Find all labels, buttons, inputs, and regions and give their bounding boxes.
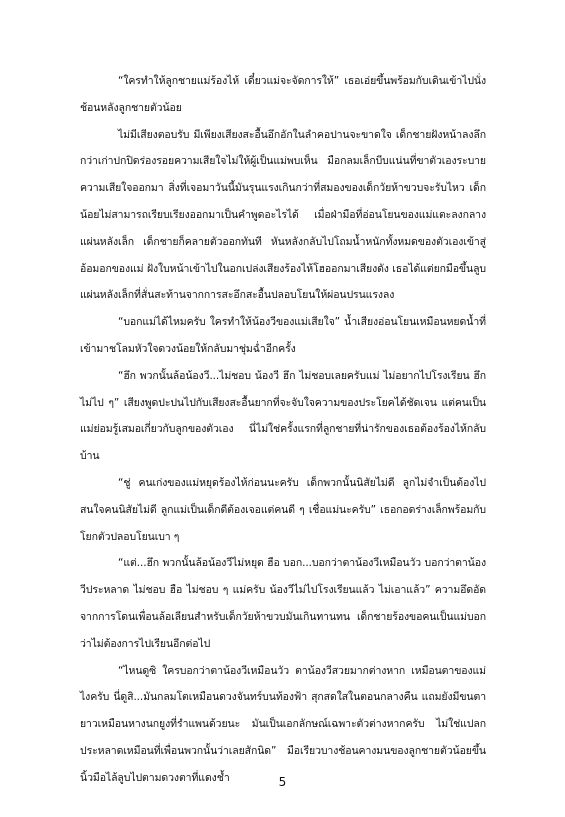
story-body: [80, 68, 486, 792]
paragraph: “ฮึก พวกนั้นล้อน้องวี...ไม่ชอบ น้องวี ฮึก ไม่ชอบเลยครับแม่ ไม่อยากไปโรงเรียน ฮึก ไม่ไป ๆ” เสียงพูดปะปนไปกับเสียงสะอื้นยากที่จะจับใจความของประโยคได้ชัดเจน แต่คนเป็นแม่ย่อมรู้เสมอเกี่ยวกับลูกของตัวเอง นี่ไม่ใช่ครั้งแรกที่ลูกชายที่น่ารักของเธอต้องร้องไห้กลับบ้าน: [80, 369, 486, 463]
paragraph: “แต่...ฮึก พวกนั้นล้อน้องวีไม่หยุด ฮือ บอก...บอกว่าตาน้องวีเหมือนวัว บอกว่าตาน้องวีประหลาด ไม่ชอบ ฮือ ไม่ชอบ ๆ แม่ครับ น้องวีไม่ไปโรงเรียนแล้ว ไม่เอาแล้ว” ความอึดอัดจากการโดนเพื่อนล้อเลียนสำหรับเด็กวัยห้าขวบมันเกินทานทน เด็กชายร้องขอคนเป็นแม่บอกว่าไม่ต้องการไปเรียนอีกต่อไป: [80, 557, 486, 650]
paragraph: ไม่มีเสียงตอบรับ มีเพียงเสียงสะอื้นอึกอักในลำคอปานจะขาดใจ เด็กชายฝังหน้าลงลึกกว่าเก่าปกปิดร่องรอยความเสียใจไม่ให้ผู้เป็นแม่พบเห็น มือกลมเล็กบีบแน่นที่ขาตัวเองระบายความเสียใจออกมา สิ่งที่เจอมาวันนี้มันรุนแรงเกินกว่าที่สมองของเด็กวัยห้าขวบจะรับไหว เด็กน้อยไม่สามารถเรียบเรียงออกมาเป็นคำพูดอะไรได้ เมื่อฝ่ามือที่อ่อนโยนของแม่แตะลงกลางแผ่นหลังเล็ก เด็กชายก็คลายตัวออกทันที หันหลังกลับไปโถมน้ำหนักทั้งหมดของตัวเองเข้าสู่อ้อมอกของแม่ ฝังใบหน้าเข้าไปในอกเปล่งเสียงร้องไห้โฮออกมาเสียงดัง เธอได้แต่ยกมือขึ้นลูบแผ่นหลังเล็กที่สั่นสะท้านจากการสะอึกสะอื้นปลอบโยนให้ผ่อนปรนแรงลง: [80, 128, 486, 302]
paragraph: “ไหนดูซิ ใครบอกว่าตาน้องวีเหมือนวัว ตาน้องวีสวยมากต่างหาก เหมือนตาของแม่ไงครับ นี่ดูสิ...มันกลมโตเหมือนดวงจันทร์บนท้องฟ้า สุกสดใสในตอนกลางคืน แถมยังมีขนตายาวเหมือนหางนกยูงที่รำแพนด้วยนะ มันเป็นเอกลักษณ์เฉพาะตัวต่างหากครับ ไม่ใช่แปลกประหลาดเหมือนที่เพื่อนพวกนั้นว่าเลยสักนิด” มือเรียวบางช้อนคางมนของลูกชายตัวน้อยขึ้น นิ้วมือไล้ลูบไปตามดวงตาที่แดงช้ำ: [80, 664, 486, 784]
page-number: 5: [278, 775, 287, 789]
paragraph: “บอกแม่ได้ไหมครับ ใครทำให้น้องวีของแม่เสียใจ” น้ำเสียงอ่อนโยนเหมือนหยดน้ำที่เข้ามาชโลมหัวใจดวงน้อยให้กลับมาชุ่มฉ่ำอีกครั้ง: [80, 316, 486, 355]
paragraph: “ใครทำให้ลูกชายแม่ร้องไห้ เดี๋ยวแม่จะจัดการให้” เธอเอ่ยขึ้นพร้อมกับเดินเข้าไปนั่งช้อนหลังลูกชายตัวน้อย: [80, 75, 486, 114]
paragraph: “ชู่ คนเก่งของแม่หยุดร้องไห้ก่อนนะครับ เด็กพวกนั้นนิสัยไม่ดี ลูกไม่จำเป็นต้องไปสนใจคนนิสัยไม่ดี ลูกแม่เป็นเด็กดีต้องเจอแต่คนดี ๆ เชื่อแม่นะครับ” เธอกอดร่างเล็กพร้อมกับโยกตัวปลอบโยนเบา ๆ: [80, 476, 486, 543]
